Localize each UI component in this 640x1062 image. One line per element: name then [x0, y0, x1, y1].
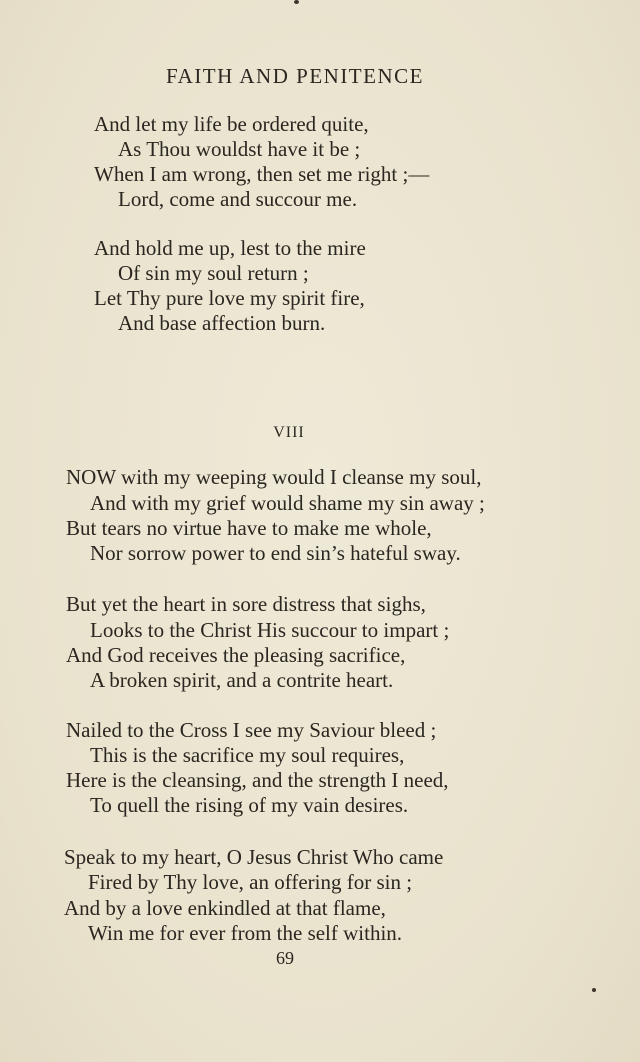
verse-line: NOW with my weeping would I cleanse my soul,: [66, 465, 482, 489]
running-head: FAITH AND PENITENCE: [166, 64, 424, 88]
section-number: VIII: [273, 424, 305, 441]
verse-line: Win me for ever from the self within.: [88, 921, 403, 945]
verse-line: But tears no virtue have to make me whole,: [66, 516, 432, 540]
verse-line: Fired by Thy love, an offering for sin ;: [88, 870, 413, 894]
verse-line: Of sin my soul return ;: [118, 261, 309, 285]
verse-line: And God receives the pleasing sacrifice,: [66, 643, 406, 667]
verse-line: As Thou wouldst have it be ;: [118, 137, 361, 161]
verse-line: Lord, come and succour me.: [118, 187, 358, 211]
verse-line: When I am wrong, then set me right ;—: [94, 162, 430, 186]
verse-line: And base affection burn.: [118, 311, 326, 335]
ink-speck-top: [294, 0, 299, 4]
verse-line: Let Thy pure love my spirit fire,: [94, 286, 365, 310]
verse-line: Nailed to the Cross I see my Saviour bleed ;: [66, 718, 437, 742]
verse-line: A broken spirit, and a contrite heart.: [90, 668, 394, 692]
verse-line: And hold me up, lest to the mire: [94, 236, 366, 260]
verse-line: Looks to the Christ His succour to impart ;: [90, 618, 450, 642]
verse-line: And by a love enkindled at that flame,: [64, 896, 386, 920]
verse-line: Nor sorrow power to end sin’s hateful sway.: [90, 541, 461, 565]
verse-line: Speak to my heart, O Jesus Christ Who came: [64, 845, 444, 869]
ink-speck-margin: [592, 988, 596, 992]
verse-line: Here is the cleansing, and the strength I need,: [66, 768, 449, 792]
verse-line: And let my life be ordered quite,: [94, 112, 369, 136]
verse-line: This is the sacrifice my soul requires,: [90, 743, 405, 767]
verse-line: And with my grief would shame my sin away ;: [90, 491, 485, 515]
verse-line: But yet the heart in sore distress that sighs,: [66, 592, 426, 616]
verse-line: To quell the rising of my vain desires.: [90, 793, 409, 817]
page-number: 69: [276, 948, 294, 968]
